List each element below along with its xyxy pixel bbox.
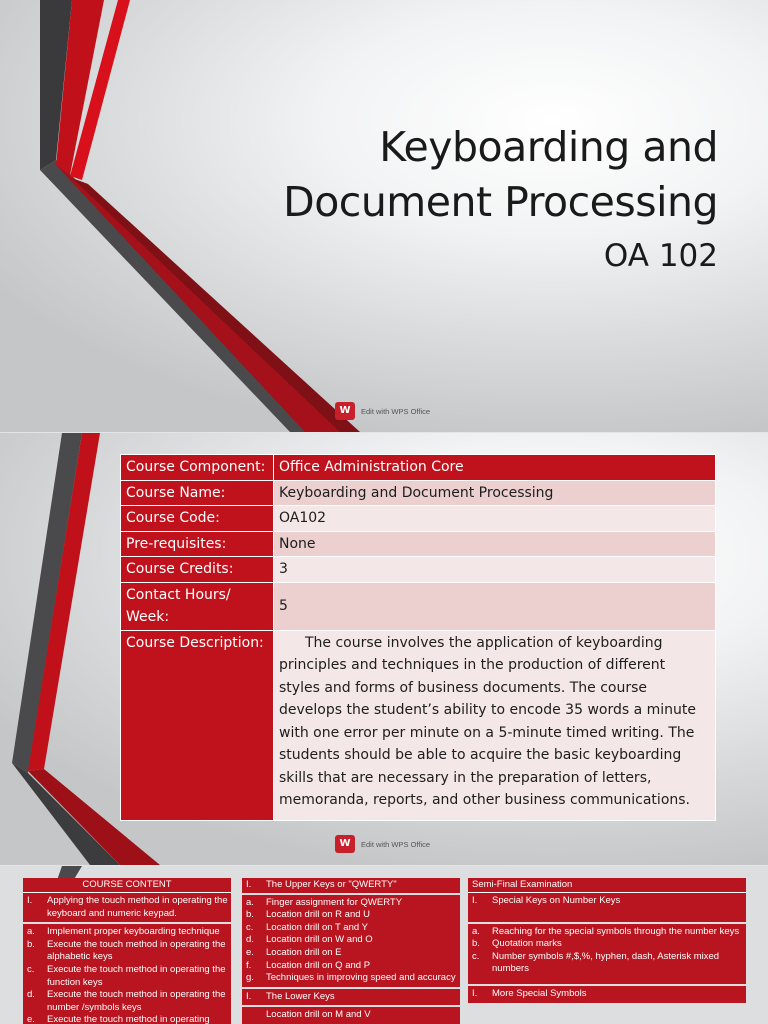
row-value-course-name: Keyboarding and Document Processing — [274, 480, 716, 506]
course-info-slide — [0, 433, 768, 865]
table-row — [121, 506, 716, 532]
list-item: c. Location drill on T and Y — [246, 921, 368, 933]
wps-watermark-text: Edit with WPS Office — [361, 406, 431, 416]
list-item: I. The Upper Keys or "QWERTY" — [246, 879, 397, 890]
upper-keys-column — [242, 878, 460, 1024]
content-block — [23, 893, 231, 922]
row-label-course-name: Course Name: — [121, 480, 274, 506]
list-item: e. Execute the touch method in operating — [27, 1014, 210, 1024]
table-row — [121, 455, 716, 481]
title-line-1: Keyboarding and — [379, 123, 718, 171]
row-value-contact-hours: 5 — [274, 582, 716, 630]
list-item: a. Reaching for the special symbols through the number keys — [472, 925, 740, 937]
list-item: g. Techniques in improving speed and accuracy — [246, 972, 456, 984]
title-line-2: Document Processing — [283, 178, 718, 226]
list-item: b. Quotation marks — [472, 938, 562, 950]
list-item: d. Location drill on W and O — [246, 934, 373, 946]
semi-final-column — [468, 878, 746, 1005]
content-block — [468, 986, 746, 1003]
list-item: c. Execute the touch method in operating the function keys — [27, 963, 226, 988]
content-block — [242, 989, 460, 1006]
column-header: COURSE CONTENT — [23, 878, 231, 893]
table-row — [121, 531, 716, 557]
list-item: f. Location drill on Q and P — [246, 959, 371, 971]
list-item: I. Applying the touch method in operating the keyboard and numeric keypad. — [27, 895, 228, 919]
title-slide — [0, 0, 768, 432]
list-item: e. Location drill on E — [246, 946, 342, 958]
list-item: a. Implement proper keyboarding technique — [27, 926, 220, 938]
row-label-contact-hours: Contact Hours/ Week: — [121, 582, 274, 630]
row-label-course-component: Course Component: — [121, 455, 274, 481]
row-value-course-component: Office Administration Core — [274, 455, 716, 481]
row-value-course-code: OA102 — [274, 506, 716, 532]
content-block — [242, 1007, 460, 1024]
list-item: b. Location drill on R and U — [246, 909, 371, 921]
list-item: I. More Special Symbols — [472, 987, 587, 999]
course-info-table — [120, 454, 716, 821]
row-value-course-credits: 3 — [274, 557, 716, 583]
row-label-course-description: Course Description: — [121, 630, 274, 820]
wps-watermark[interactable] — [335, 835, 430, 853]
table-row — [121, 557, 716, 583]
content-block — [242, 878, 460, 893]
wps-logo-icon: W — [335, 402, 355, 420]
wps-watermark-text: Edit with WPS Office — [361, 839, 431, 849]
content-block — [23, 924, 231, 1024]
table-row — [121, 630, 716, 820]
list-item: Location drill on M and V — [266, 1009, 371, 1021]
course-code-subtitle: OA 102 — [603, 238, 718, 274]
table-row — [121, 582, 716, 630]
content-block — [242, 895, 460, 987]
row-label-course-code: Course Code: — [121, 506, 274, 532]
content-block — [468, 893, 746, 922]
list-item: b. Execute the touch method in operating the alphabetic keys — [27, 938, 226, 963]
list-item: c. Number symbols #,$,%, hyphen, dash, Asterisk mixed numbers — [472, 950, 720, 975]
list-item: d. Execute the touch method in operating the number /symbols keys — [27, 989, 226, 1013]
row-value-course-description: The course involves the application of keyboarding principles and techniques in the production of different styles and forms of business documents. The course develops the student’s ability to encode 35 words a minute with one error per minute on a 5-minute timed writing. The students should be able to acquire the basic keyboarding skills that are necessary in the preparation of letters, memoranda, reports, and other business communications. — [274, 630, 716, 820]
table-row — [121, 480, 716, 506]
row-value-prerequisites: None — [274, 531, 716, 557]
presentation-title — [283, 120, 718, 230]
course-content-slide — [0, 866, 768, 1024]
list-item: I. The Lower Keys — [246, 990, 335, 1002]
content-block — [468, 924, 746, 984]
row-label-course-credits: Course Credits: — [121, 557, 274, 583]
wps-logo-icon: W — [335, 835, 355, 853]
wps-watermark[interactable] — [335, 402, 430, 420]
list-item: I. Special Keys on Number Keys — [472, 895, 621, 906]
row-label-prerequisites: Pre-requisites: — [121, 531, 274, 557]
list-item: a. Finger assignment for QWERTY — [246, 896, 403, 908]
column-header: Semi-Final Examination — [468, 878, 746, 893]
course-content-column — [23, 878, 231, 1024]
